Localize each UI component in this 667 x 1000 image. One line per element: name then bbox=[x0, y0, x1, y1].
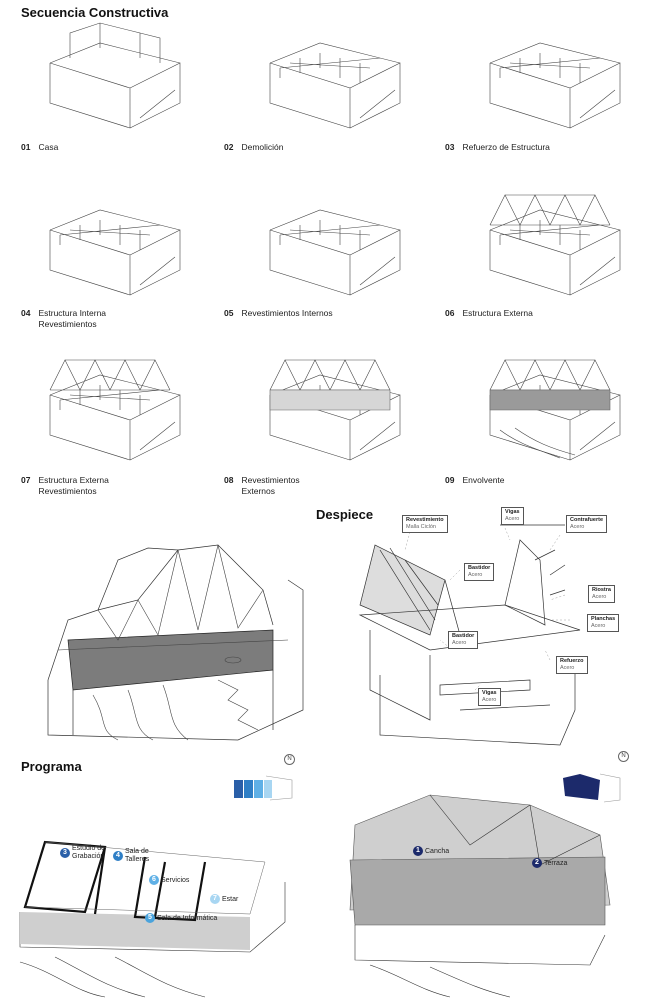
exploded-title: Despiece bbox=[316, 507, 374, 522]
sequence-step-02-drawing bbox=[260, 18, 410, 133]
program-number-badge: 7 bbox=[210, 894, 220, 904]
program-title: Programa bbox=[21, 759, 82, 774]
perspective-drawing bbox=[38, 530, 308, 745]
sequence-step-06-drawing bbox=[480, 185, 630, 300]
step-caption-04: 04 Estructura Interna Revestimientos bbox=[21, 308, 107, 329]
sequence-step-03-drawing bbox=[480, 18, 630, 133]
program-item-estar: 7 Estar bbox=[210, 894, 238, 904]
program-item-terraza: 2 Terraza bbox=[532, 858, 567, 868]
program-number-badge: 3 bbox=[60, 848, 70, 858]
label-refuerzo: Refuerzo Acero bbox=[556, 656, 588, 674]
program-number-badge: 1 bbox=[413, 846, 423, 856]
step-caption-09: 09 Envolvente bbox=[445, 475, 505, 485]
label-vigas-bottom: Vigas Acero bbox=[478, 688, 501, 706]
label-vigas-top: Vigas Acero bbox=[501, 507, 524, 525]
label-revestimiento: Revestimiento Malla Ciclón bbox=[402, 515, 448, 533]
label-contrafuerte: Contrafuerte Acero bbox=[566, 515, 607, 533]
north-indicator-left: N bbox=[284, 754, 295, 765]
program-item-estudio: 3 Estudio de Grabación bbox=[60, 845, 105, 861]
program-item-informatica: 5 Sala de Informática bbox=[145, 913, 217, 923]
label-riostra: Riostra Acero bbox=[588, 585, 615, 603]
label-planchas: Planchas Acero bbox=[587, 614, 619, 632]
step-caption-06: 06 Estructura Externa bbox=[445, 308, 533, 318]
program-left-key-plan bbox=[232, 774, 294, 802]
label-bastidor-top: Bastidor Acero bbox=[464, 563, 494, 581]
program-number-badge: 2 bbox=[532, 858, 542, 868]
step-caption-02: 02 Demolición bbox=[224, 142, 284, 152]
program-item-talleres: 4 Sala de Talleres bbox=[113, 848, 149, 864]
sequence-step-04-drawing bbox=[40, 185, 190, 300]
sequence-step-01-drawing bbox=[40, 18, 190, 133]
step-caption-08: 08 Revestimientos Externos bbox=[224, 475, 300, 496]
sequence-step-09-drawing bbox=[480, 350, 630, 465]
step-caption-03: 03 Refuerzo de Estructura bbox=[445, 142, 550, 152]
program-number-badge: 5 bbox=[145, 913, 155, 923]
sequence-step-05-drawing bbox=[260, 185, 410, 300]
program-number-badge: 6 bbox=[149, 875, 159, 885]
program-right-drawing bbox=[330, 785, 630, 1000]
step-caption-07: 07 Estructura Externa Revestimientos bbox=[21, 475, 109, 496]
step-caption-05: 05 Revestimientos Internos bbox=[224, 308, 333, 318]
program-item-servicios: 6 Servicios bbox=[149, 875, 189, 885]
program-left-drawing bbox=[15, 822, 305, 1000]
sequence-step-07-drawing bbox=[40, 350, 190, 465]
north-indicator-right: N bbox=[618, 751, 629, 762]
sequence-title: Secuencia Constructiva bbox=[21, 5, 169, 20]
step-caption-01: 01 Casa bbox=[21, 142, 59, 152]
label-bastidor-bottom: Bastidor Acero bbox=[448, 631, 478, 649]
sequence-step-08-drawing bbox=[260, 350, 410, 465]
program-number-badge: 4 bbox=[113, 851, 123, 861]
program-item-cancha: 1 Cancha bbox=[413, 846, 449, 856]
